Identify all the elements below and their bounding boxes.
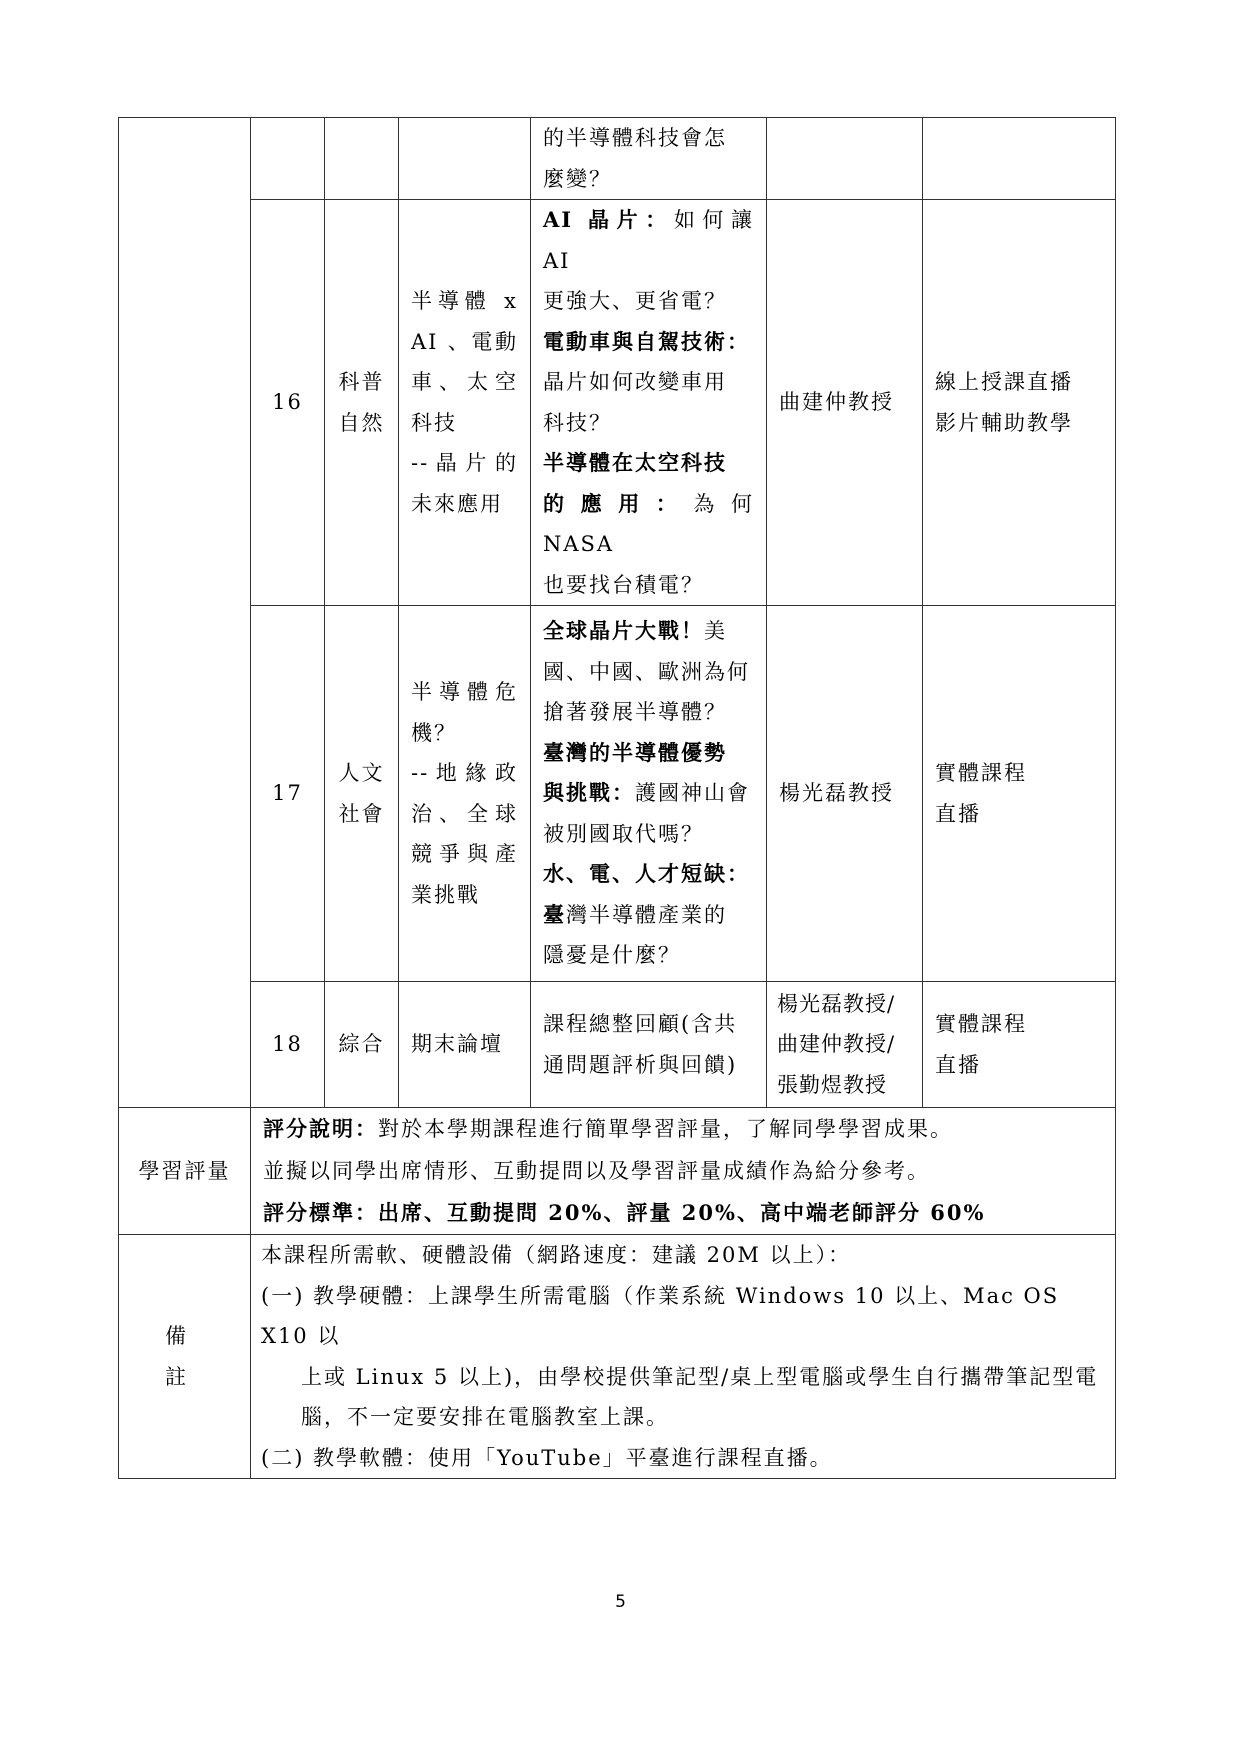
method-cell — [923, 982, 1116, 1108]
method-line: 影片輔助教學 — [935, 410, 1073, 435]
teacher-name: 曲建仲教授/ — [777, 1032, 896, 1057]
table-row-week-16 — [119, 200, 1116, 606]
topic-line: AI 、電動 — [411, 329, 518, 354]
week-number: 18 — [251, 982, 325, 1108]
content-text: 通問題評析與回饋) — [543, 1052, 738, 1077]
remarks-item-software: (二) 教學軟體：使用「YouTube」平臺進行課程直播。 — [261, 1445, 833, 1470]
content-bold: AI 晶片： — [543, 207, 674, 232]
content-cell — [531, 118, 767, 200]
method-cell — [923, 606, 1116, 982]
category-cell — [325, 606, 399, 982]
content-bold: 的應用： — [543, 490, 694, 516]
table-row-evaluation — [119, 1108, 1116, 1235]
content-text: 灣半導體產業的 — [566, 902, 727, 927]
teacher-cell — [767, 606, 923, 982]
topic-cell — [399, 606, 531, 982]
method-line: 實體課程 — [935, 761, 1027, 785]
table-row-remarks — [119, 1235, 1116, 1479]
topic-cell — [399, 982, 531, 1108]
teacher-cell — [767, 982, 923, 1108]
topic-line: 業挑戰 — [411, 882, 480, 907]
content-bold: 電動車與自駕技術： — [543, 328, 750, 354]
topic-line: --地緣政 — [411, 761, 518, 785]
week-number: 17 — [251, 606, 325, 982]
topic-line: 車、太空 — [411, 370, 518, 394]
method-cell — [923, 200, 1116, 606]
teacher-cell — [767, 200, 923, 606]
evaluation-label: 學習評量 — [119, 1108, 251, 1235]
content-bold: 半導體在太空科技 — [543, 450, 727, 475]
remarks-content — [251, 1235, 1116, 1479]
week-cell — [251, 118, 325, 200]
content-line: 的半導體科技會怎 — [543, 126, 727, 150]
content-text: 被別國取代嗎？ — [543, 821, 704, 846]
content-bold: 臺 — [543, 901, 566, 927]
remarks-item-hardware-cont: 上或 Linux 5 以上)，由學校提供筆記型/桌上型電腦或學生自行攜帶筆記型電 — [301, 1364, 1099, 1389]
evaluation-text: 對於本學期課程進行簡單學習評量，了解同學學習成果。 — [378, 1117, 953, 1141]
table-row-week-17 — [119, 606, 1116, 982]
topic-line: 競爭與產 — [411, 842, 518, 866]
content-text: 國、中國、歐洲為何 — [543, 659, 750, 684]
category-cell — [325, 118, 399, 200]
topic-line: 期末論壇 — [411, 1032, 503, 1057]
content-line: 麼變？ — [543, 166, 612, 191]
teacher-name: 曲建仲教授 — [779, 390, 894, 415]
remarks-item-hardware-cont: 腦，不一定要安排在電腦教室上課。 — [301, 1405, 669, 1429]
content-text: 更強大、更省電？ — [543, 289, 727, 313]
content-text: 科技？ — [543, 410, 612, 435]
topic-line: 機？ — [411, 720, 457, 745]
content-text: 美 — [704, 619, 727, 644]
topic-line: 半導體危 — [411, 680, 518, 704]
method-line: 直播 — [935, 801, 981, 826]
topic-line: 治、全球 — [411, 801, 518, 826]
teacher-name: 楊光磊教授/ — [777, 991, 896, 1016]
evaluation-content — [251, 1108, 1116, 1235]
topic-line: 未來應用 — [411, 491, 503, 516]
table-row-continuation — [119, 118, 1116, 200]
teacher-name: 張勤煜教授 — [777, 1072, 887, 1097]
category-cell — [325, 982, 399, 1108]
category-cell — [325, 200, 399, 606]
content-bold: 與挑戰： — [543, 780, 635, 806]
content-bold: 全球晶片大戰！ — [543, 618, 704, 644]
page-number: 5 — [615, 1592, 626, 1612]
section-label-cell-empty — [119, 118, 251, 1108]
remarks-intro: 本課程所需軟、硬體設備（網路速度：建議 20M 以上）： — [261, 1243, 852, 1267]
remarks-item-hardware: (一) 教學硬體：上課學生所需電腦（作業系統 Windows 10 以上、Mac OS X10 以 — [261, 1283, 1060, 1348]
teacher-name: 楊光磊教授 — [779, 781, 894, 806]
content-text: 也要找台積電？ — [543, 572, 704, 597]
content-text: 課程總整回顧(含共 — [543, 1012, 738, 1036]
category-line: 自然 — [338, 410, 385, 435]
content-cell — [531, 200, 767, 606]
content-text: 為何 NASA — [543, 491, 755, 556]
evaluation-text: 並擬以同學出席情形、互動提問以及學習評量成績作為給分參考。 — [263, 1159, 930, 1183]
category-line: 人文 — [338, 761, 385, 785]
topic-cell — [399, 200, 531, 606]
method-line: 線上授課直播 — [935, 370, 1073, 394]
category-line: 科普 — [338, 370, 385, 394]
content-text: 晶片如何改變車用 — [543, 370, 727, 394]
topic-line: 半導體 x — [411, 289, 518, 313]
topic-line: 科技 — [411, 410, 457, 435]
category-line: 社會 — [338, 801, 385, 826]
method-line: 直播 — [935, 1052, 981, 1077]
content-cell — [531, 982, 767, 1108]
content-bold: 臺灣的半導體優勢 — [543, 739, 727, 765]
content-cell — [531, 606, 767, 982]
content-bold: 水、電、人才短缺： — [543, 861, 750, 887]
evaluation-heading: 評分說明： — [263, 1116, 378, 1141]
course-schedule-table — [118, 117, 1116, 1479]
method-cell — [923, 118, 1116, 200]
topic-cell — [399, 118, 531, 200]
content-text: 隱憂是什麼？ — [543, 943, 681, 968]
content-text: 如何讓 AI — [543, 208, 754, 273]
content-text: 護國神山會 — [635, 781, 750, 806]
table-row-week-18 — [119, 982, 1116, 1108]
week-number: 16 — [251, 200, 325, 606]
remarks-label: 備 註 — [119, 1235, 251, 1479]
method-line: 實體課程 — [935, 1012, 1027, 1036]
topic-line: --晶片的 — [411, 451, 518, 475]
evaluation-criteria: 評分標準：出席、互動提問 20%、評量 20%、高中端老師評分 60% — [263, 1200, 986, 1225]
category-line: 綜合 — [338, 1032, 385, 1057]
content-text: 搶著發展半導體？ — [543, 700, 727, 725]
teacher-cell — [767, 118, 923, 200]
